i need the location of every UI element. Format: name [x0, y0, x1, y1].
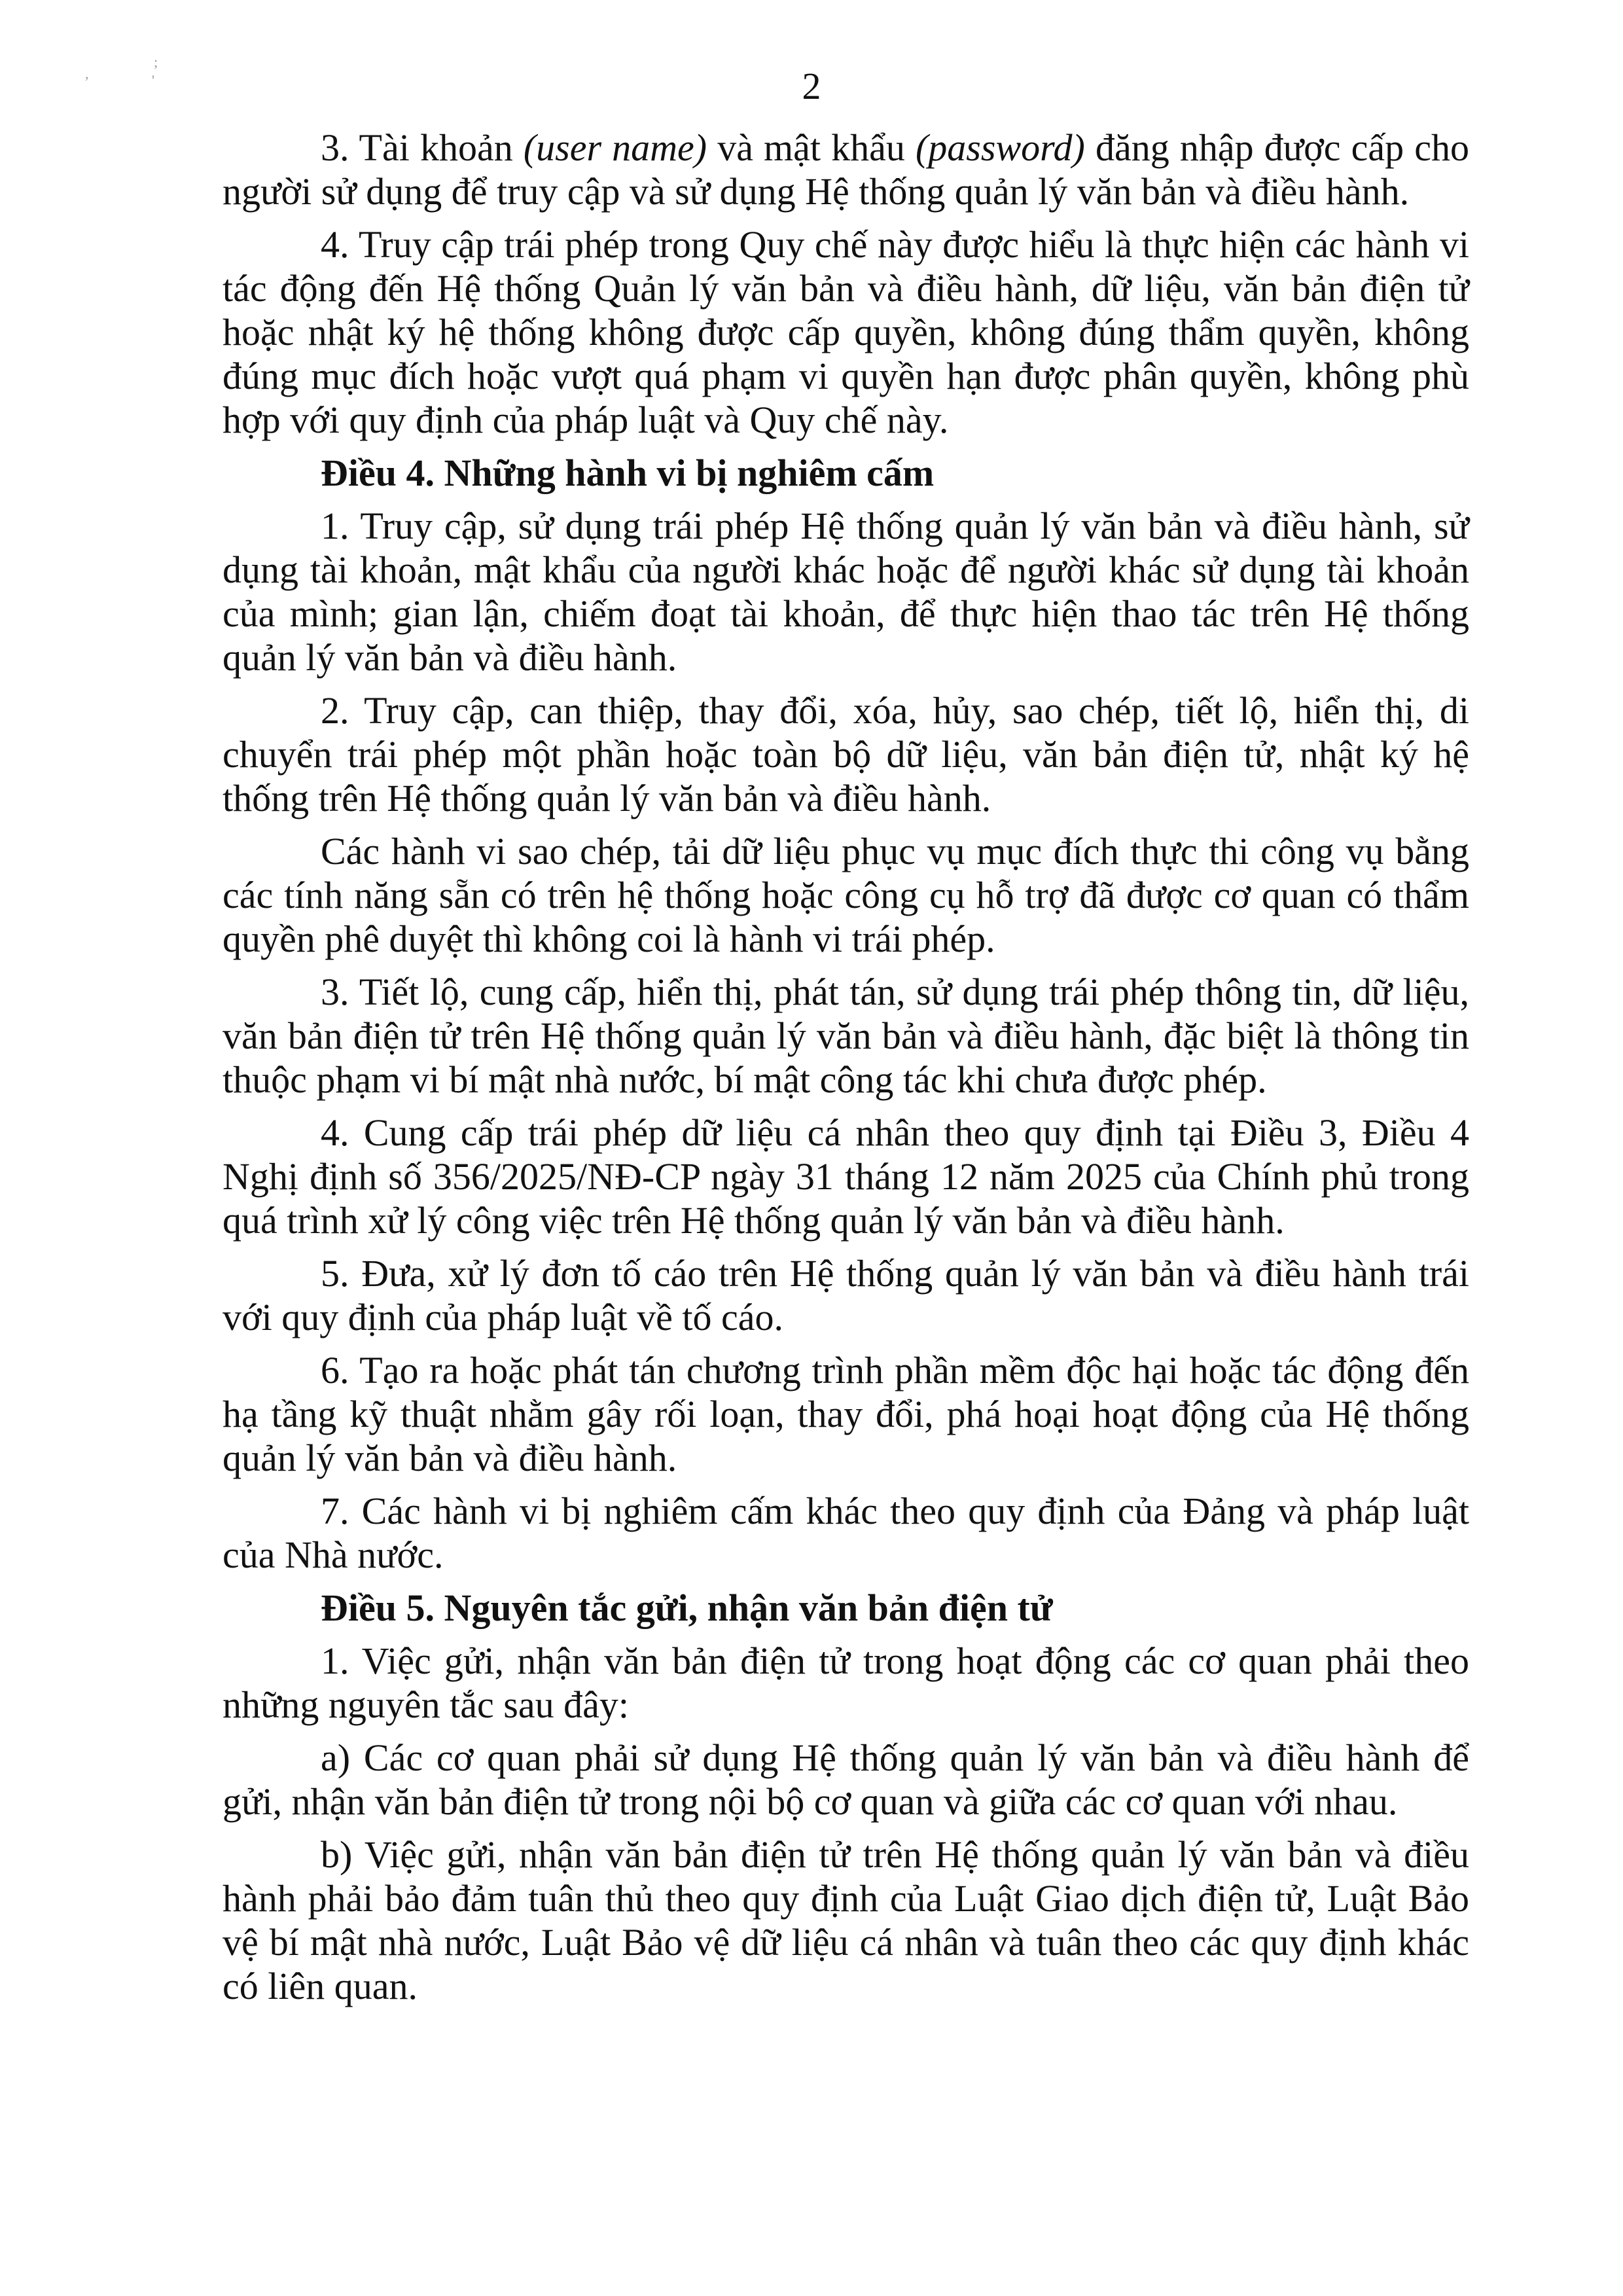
user-name-term: (user name)	[523, 126, 707, 169]
item3-text-start: 3. Tài khoản	[321, 126, 524, 169]
article4-clause2: 2. Truy cập, can thiệp, thay đổi, xóa, hủy, sao chép, tiết lộ, hiển thị, di chuyển trái phép một phần hoặc toàn bộ dữ liệu, văn bản điện tử, nhật ký hệ thống trên Hệ thống quản lý văn bản và điều hành.	[223, 689, 1469, 819]
page-number: 2	[802, 65, 821, 107]
article4-clause7: 7. Các hành vi bị nghiêm cấm khác theo quy định của Đảng và pháp luật của Nhà nước.	[223, 1490, 1469, 1576]
password-term: (password)	[915, 126, 1085, 169]
article4-clause1: 1. Truy cập, sử dụng trái phép Hệ thống quản lý văn bản và điều hành, sử dụng tài khoản, mật khẩu của người khác hoặc để người khác sử dụng tài khoản của mình; gian lận, chiếm đoạt tài khoản, để thực hiện thao tác trên Hệ thống quản lý văn bản và điều hành.	[223, 505, 1469, 679]
article5-clause1: 1. Việc gửi, nhận văn bản điện tử trong hoạt động các cơ quan phải theo những nguyên tắc sau đây:	[223, 1640, 1469, 1726]
scan-speck-mark: '	[152, 72, 154, 88]
article5-heading: Điều 5. Nguyên tắc gửi, nhận văn bản điện tử	[321, 1587, 1053, 1629]
scan-speck-mark: ,	[85, 65, 89, 82]
document-body	[223, 126, 1469, 2017]
article3-item3	[223, 126, 1469, 213]
article5-point-a: a) Các cơ quan phải sử dụng Hệ thống quản lý văn bản và điều hành để gửi, nhận văn bản điện tử trong nội bộ cơ quan và giữa các cơ quan với nhau.	[223, 1736, 1469, 1823]
article4-clause5: 5. Đưa, xử lý đơn tố cáo trên Hệ thống quản lý văn bản và điều hành trái với quy định của pháp luật về tố cáo.	[223, 1252, 1469, 1338]
item3-text-middle: và mật khẩu	[707, 126, 916, 169]
article4-heading: Điều 4. Những hành vi bị nghiêm cấm	[321, 452, 935, 494]
article4-clause4: 4. Cung cấp trái phép dữ liệu cá nhân theo quy định tại Điều 3, Điều 4 Nghị định số 356/2025/NĐ-CP ngày 31 tháng 12 năm 2025 của Chính phủ trong quá trình xử lý công việc trên Hệ thống quản lý văn bản và điều hành.	[223, 1111, 1469, 1242]
item3-text-end: đăng nhập được cấp cho người sử dụng để truy cập và sử dụng Hệ thống quản lý văn bản và điều hành.	[223, 126, 1469, 213]
scan-speck-mark: ;	[154, 54, 158, 70]
article5-point-b: b) Việc gửi, nhận văn bản điện tử trên Hệ thống quản lý văn bản và điều hành phải bảo đảm tuân thủ theo quy định của Luật Giao dịch điện tử, Luật Bảo vệ bí mật nhà nước, Luật Bảo vệ dữ liệu cá nhân và tuân theo các quy định khác có liên quan.	[223, 1833, 1469, 2007]
article4-clause2-note: Các hành vi sao chép, tải dữ liệu phục vụ mục đích thực thi công vụ bằng các tính năng sẵn có trên hệ thống hoặc công cụ hỗ trợ đã được cơ quan có thẩm quyền phê duyệt thì không coi là hành vi trái phép.	[223, 830, 1469, 960]
article4-clause6: 6. Tạo ra hoặc phát tán chương trình phần mềm độc hại hoặc tác động đến hạ tầng kỹ thuật nhằm gây rối loạn, thay đổi, phá hoại hoạt động của Hệ thống quản lý văn bản và điều hành.	[223, 1349, 1469, 1479]
article3-item4: 4. Truy cập trái phép trong Quy chế này được hiểu là thực hiện các hành vi tác động đến Hệ thống Quản lý văn bản và điều hành, dữ liệu, văn bản điện tử hoặc nhật ký hệ thống không được cấp quyền, không đúng thẩm quyền, không đúng mục đích hoặc vượt quá phạm vi quyền hạn được phân quyền, không phù hợp với quy định của pháp luật và Quy chế này.	[223, 223, 1469, 441]
article4-clause3: 3. Tiết lộ, cung cấp, hiển thị, phát tán, sử dụng trái phép thông tin, dữ liệu, văn bản điện tử trên Hệ thống quản lý văn bản và điều hành, đặc biệt là thông tin thuộc phạm vi bí mật nhà nước, bí mật công tác khi chưa được phép.	[223, 971, 1469, 1101]
